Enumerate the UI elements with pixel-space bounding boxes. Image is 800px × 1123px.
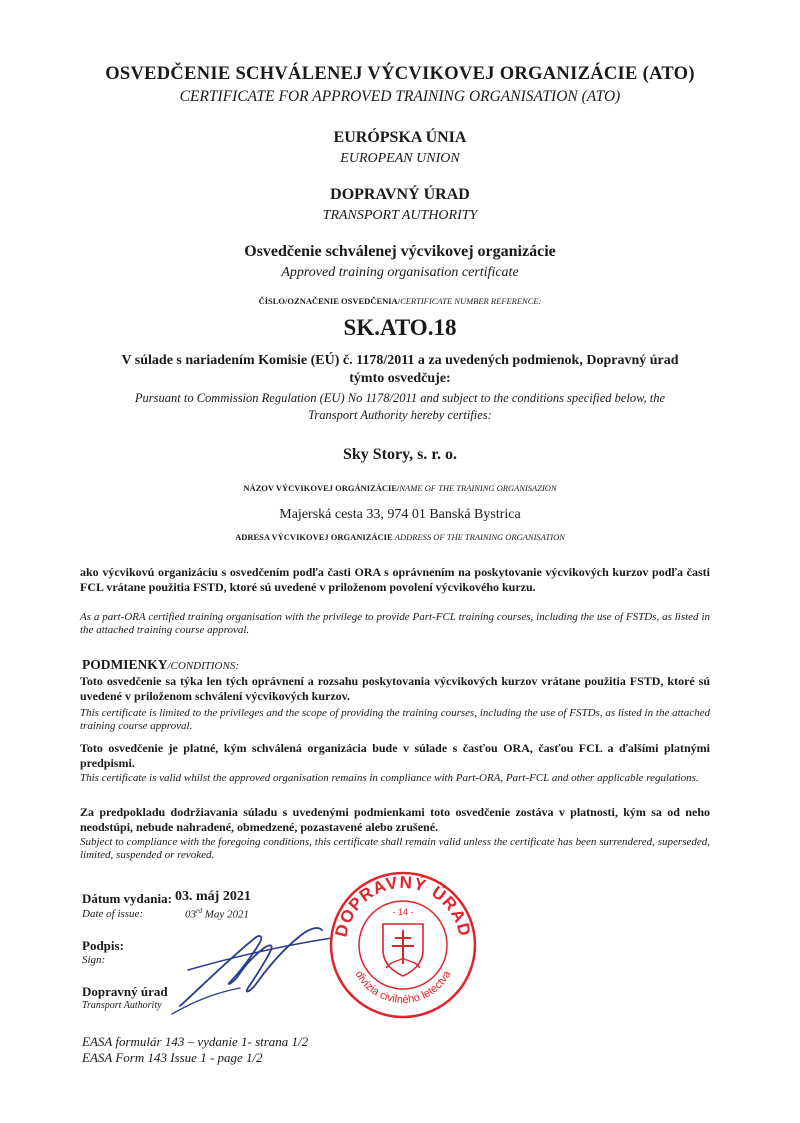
union-title: EURÓPSKA ÚNIA [333,129,467,146]
stamp-number: - 14 - [392,907,414,917]
cert-type-title-en: Approved training organisation certificate [281,265,519,280]
handwritten-signature [160,918,340,1018]
form-reference-sk: EASA formulár 143 – vydanie 1- strana 1/2 [82,1034,309,1049]
organisation-address-label-sk: ADRESA VÝCVIKOVEJ ORGANIZÁCIE [235,532,395,542]
scope-text-en: As a part-ORA certified training organisation with the privilege to provide Part-FCL training courses, including the use of FSTDs, as listed in the attached training course approval. [80,611,710,636]
conditions-heading [82,657,239,673]
cert-type-title: Osvedčenie schválenej výcvikovej organizácie [244,243,556,260]
preamble-sk-line2: týmto osvedčuje: [349,371,451,386]
form-reference-en: EASA Form 143 Issue 1 - page 1/2 [82,1050,263,1065]
sign-label-en: Sign: [82,954,106,966]
condition-1-en: This certificate is limited to the privileges and the scope of providing the training courses, including the use of FSTDs, as listed in the attached training course approval. [80,707,710,732]
issuing-authority: Dopravný úrad [82,984,168,999]
organisation-name-label-sk: NÁZOV VÝCVIKOVEJ ORGÁNIZÁCIE/ [243,483,400,493]
official-stamp [328,870,478,1020]
organisation-address-label-en: ADDRESS OF THE TRAINING ORGANISATION [394,532,565,542]
organisation-name-label [0,483,800,493]
preamble-en-line2: Transport Authority hereby certifies: [308,408,492,422]
certificate-title: OSVEDČENIE SCHVÁLENEJ VÝCVIKOVEJ ORGANIZÁCIE (ATO) [105,64,695,84]
date-label: Dátum vydania: [82,891,172,906]
authority-title-en: TRANSPORT AUTHORITY [322,208,478,223]
authority-title: DOPRAVNÝ ÚRAD [330,186,470,203]
condition-3-en: Subject to compliance with the foregoing conditions, this certificate shall remain valid unless the certificate has been surrendered, superseded, limited, suspended or revoked. [80,836,710,861]
stamp-top-text: DOPRAVNÝ ÚRAD [331,872,475,939]
stamp-bottom-text: divízia civilného letectva [352,968,454,1007]
condition-2-sk: Toto osvedčenie je platné, kým schválená organizácia bude v súlade s časťou ORA, časťou FCL a ďalšími platnými predpismi. [80,741,710,770]
preamble-en-line1: Pursuant to Commission Regulation (EU) No 1178/2011 and subject to the conditions specified below, the [134,391,666,405]
date-rest-en: May 2021 [201,908,250,921]
reference-label [0,296,800,306]
reference-label-en: CERTIFICATE NUMBER REFERENCE: [400,296,542,306]
reference-label-sk: ČÍSLO/OZNAČENIE OSVEDČENIA/ [258,296,401,306]
organisation-name-label-en: NAME OF THE TRAINING ORGANISAZION [399,483,557,493]
conditions-heading-sk: PODMIENKY [82,657,168,672]
sign-label: Podpis: [82,938,124,953]
scope-text-sk: ako výcvikovú organizáciu s osvedčením podľa časti ORA s oprávnením na poskytovanie výcvikových kurzov podľa časti FCL vrátane použitia FSTD, ktoré sú uvedené v priloženom povolení výcvikového kurzu. [80,565,710,594]
certificate-title-en: CERTIFICATE FOR APPROVED TRAINING ORGANISATION (ATO) [179,88,621,105]
date-label-en: Date of issue: [82,908,144,920]
organisation-address-label [0,532,800,542]
certificate-number: SK.ATO.18 [343,315,457,340]
date-suffix-en: rd [196,907,202,915]
coat-of-arms-icon [383,924,423,976]
svg-text:DOPRAVNÝ ÚRAD [331,873,474,939]
date-day-en: 03 [185,908,196,921]
condition-3-sk: Za predpokladu dodržiavania súladu s uvedenými podmienkami toto osvedčenie zostáva v platnosti, kým sa od neho neodstúpi, nebude nahradené, obmedzené, pozastavené alebo zrušené. [80,805,710,834]
condition-1-sk: Toto osvedčenie sa týka len tých oprávnení a rozsahu poskytovania výcvikových kurzov vrátane použitia FSTD, ktoré sú uvedené v priloženom schválení výcvikových kurzov. [80,674,710,703]
preamble-sk-line1: V súlade s nariadením Komisie (EÚ) č. 1178/2011 a za uvedených podmienok, Dopravný úrad [121,353,679,368]
organisation-address: Majerská cesta 33, 974 01 Banská Bystrica [279,507,521,522]
svg-text:divízia civilného letectva [353,968,454,1006]
conditions-heading-en: /CONDITIONS: [167,660,240,672]
condition-2-en: This certificate is valid whilst the approved organisation remains in compliance with Part-ORA, Part-FCL and other applicable regulations. [80,772,699,784]
date-value: 03. máj 2021 [175,889,251,904]
union-title-en: EUROPEAN UNION [340,151,460,166]
issuing-authority-en: Transport Authority [82,1000,162,1011]
organisation-name: Sky Story, s. r. o. [342,446,458,463]
